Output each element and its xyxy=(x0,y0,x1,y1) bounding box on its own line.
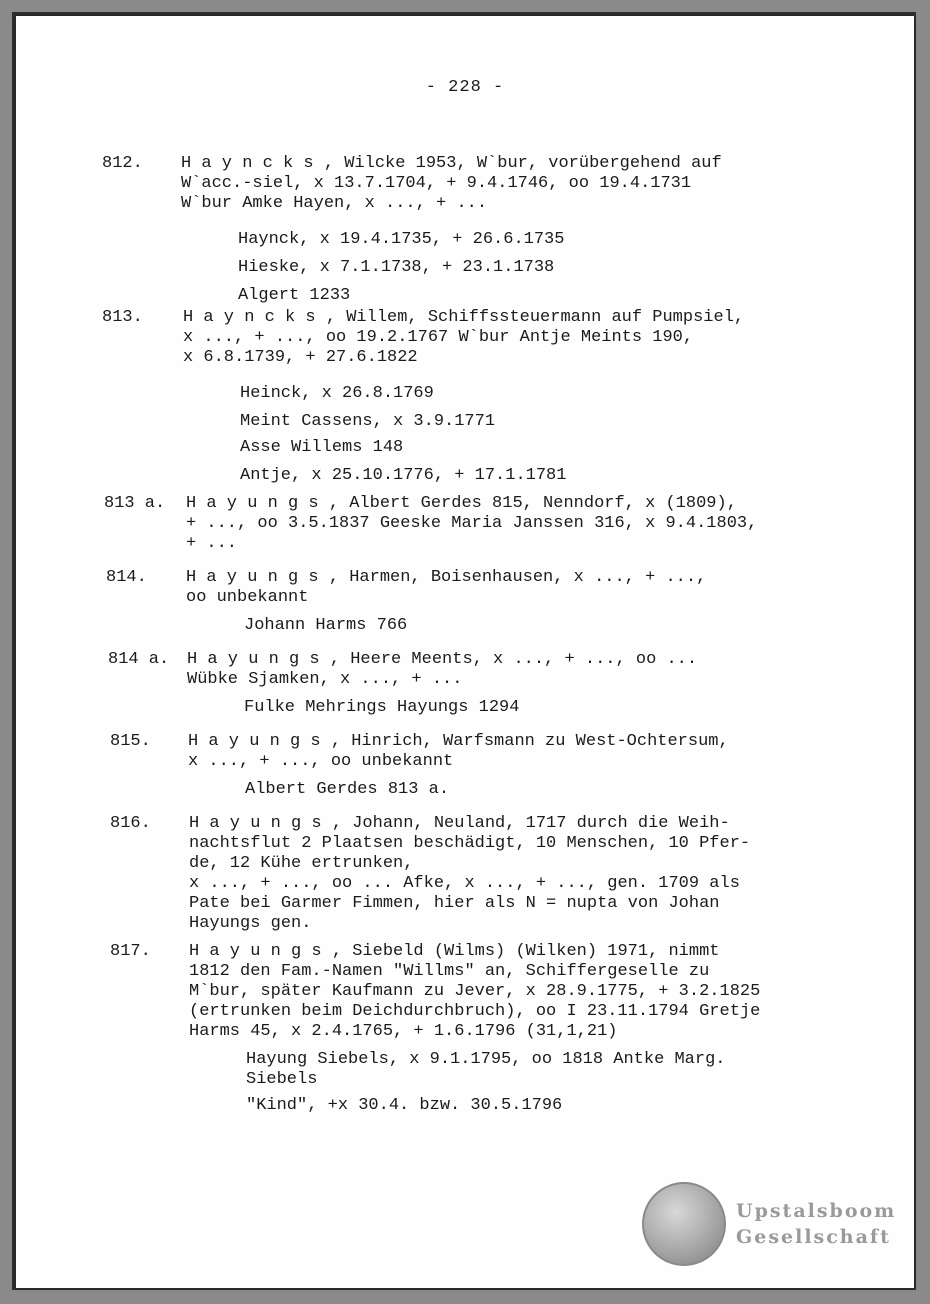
entry-line: + ..., oo 3.5.1837 Geeske Maria Janssen 316, x 9.4.1803, xyxy=(186,514,758,533)
entry-line: Wübke Sjamken, x ..., + ... xyxy=(187,670,463,689)
child-entry: Johann Harms 766 xyxy=(244,616,408,635)
logo-line-2: Gesellschaft xyxy=(736,1226,891,1248)
entry-line: nachtsflut 2 Plaatsen beschädigt, 10 Menschen, 10 Pfer- xyxy=(189,834,751,853)
entry-line: x ..., + ..., oo ... Afke, x ..., + ..., gen. 1709 als xyxy=(189,874,740,893)
entry-line: 1812 den Fam.-Namen "Willms" an, Schiffergeselle zu xyxy=(189,962,710,981)
entry-line: H a y u n g s , Harmen, Boisenhausen, x ..., + ..., xyxy=(186,568,707,587)
entry-number: 813 a. xyxy=(104,494,166,513)
child-entry: Siebels xyxy=(246,1070,318,1089)
entry-line: H a y u n g s , Hinrich, Warfsmann zu West-Ochtersum, xyxy=(188,732,729,751)
entry-line: x ..., + ..., oo 19.2.1767 W`bur Antje Meints 190, xyxy=(183,328,694,347)
entry-line: H a y u n g s , Heere Meents, x ..., + ..., oo ... xyxy=(187,650,698,669)
logo-text xyxy=(736,1198,896,1250)
entry-line: H a y n c k s , Willem, Schiffssteuermann auf Pumpsiel, xyxy=(183,308,745,327)
child-entry: Antje, x 25.10.1776, + 17.1.1781 xyxy=(240,466,567,485)
entry-line: x ..., + ..., oo unbekannt xyxy=(188,752,454,771)
child-entry: Haynck, x 19.4.1735, + 26.6.1735 xyxy=(238,230,565,249)
seal-icon xyxy=(642,1182,726,1266)
page-number: - 228 - xyxy=(425,78,505,97)
entry-line: W`acc.-siel, x 13.7.1704, + 9.4.1746, oo 19.4.1731 xyxy=(181,174,692,193)
entry-line: + ... xyxy=(186,534,238,553)
child-entry: Hayung Siebels, x 9.1.1795, oo 1818 Antke Marg. xyxy=(246,1050,726,1069)
child-entry: Albert Gerdes 813 a. xyxy=(245,780,450,799)
entry-line: H a y n c k s , Wilcke 1953, W`bur, vorübergehend auf xyxy=(181,154,722,173)
logo-line-1: Upstalsboom xyxy=(736,1200,897,1222)
entry-number: 816. xyxy=(110,814,151,833)
entry-number: 812. xyxy=(102,154,143,173)
child-entry: Meint Cassens, x 3.9.1771 xyxy=(240,412,496,431)
child-entry: Asse Willems 148 xyxy=(240,438,404,457)
child-entry: "Kind", +x 30.4. bzw. 30.5.1796 xyxy=(246,1096,563,1115)
entry-number: 817. xyxy=(110,942,151,961)
entry-line: H a y u n g s , Siebeld (Wilms) (Wilken) 1971, nimmt xyxy=(189,942,720,961)
entry-line: x 6.8.1739, + 27.6.1822 xyxy=(183,348,418,367)
child-entry: Fulke Mehrings Hayungs 1294 xyxy=(244,698,520,717)
entry-line: H a y u n g s , Albert Gerdes 815, Nenndorf, x (1809), xyxy=(186,494,737,513)
entry-number: 813. xyxy=(102,308,143,327)
entry-line: H a y u n g s , Johann, Neuland, 1717 durch die Weih- xyxy=(189,814,730,833)
entry-line: oo unbekannt xyxy=(186,588,309,607)
entry-line: Pate bei Garmer Fimmen, hier als N = nupta von Johan xyxy=(189,894,720,913)
entry-number: 814 a. xyxy=(108,650,170,669)
entry-number: 814. xyxy=(106,568,147,587)
society-logo xyxy=(642,1182,897,1266)
child-entry: Algert 1233 xyxy=(238,286,351,305)
document-page xyxy=(16,16,914,1288)
entry-line: Harms 45, x 2.4.1765, + 1.6.1796 (31,1,21) xyxy=(189,1022,618,1041)
entry-number: 815. xyxy=(110,732,151,751)
entry-line: de, 12 Kühe ertrunken, xyxy=(189,854,414,873)
entry-line: W`bur Amke Hayen, x ..., + ... xyxy=(181,194,488,213)
entry-line: M`bur, später Kaufmann zu Jever, x 28.9.1775, + 3.2.1825 xyxy=(189,982,761,1001)
entry-line: Hayungs gen. xyxy=(189,914,312,933)
child-entry: Heinck, x 26.8.1769 xyxy=(240,384,434,403)
entry-line: (ertrunken beim Deichdurchbruch), oo I 23.11.1794 Gretje xyxy=(189,1002,761,1021)
child-entry: Hieske, x 7.1.1738, + 23.1.1738 xyxy=(238,258,555,277)
